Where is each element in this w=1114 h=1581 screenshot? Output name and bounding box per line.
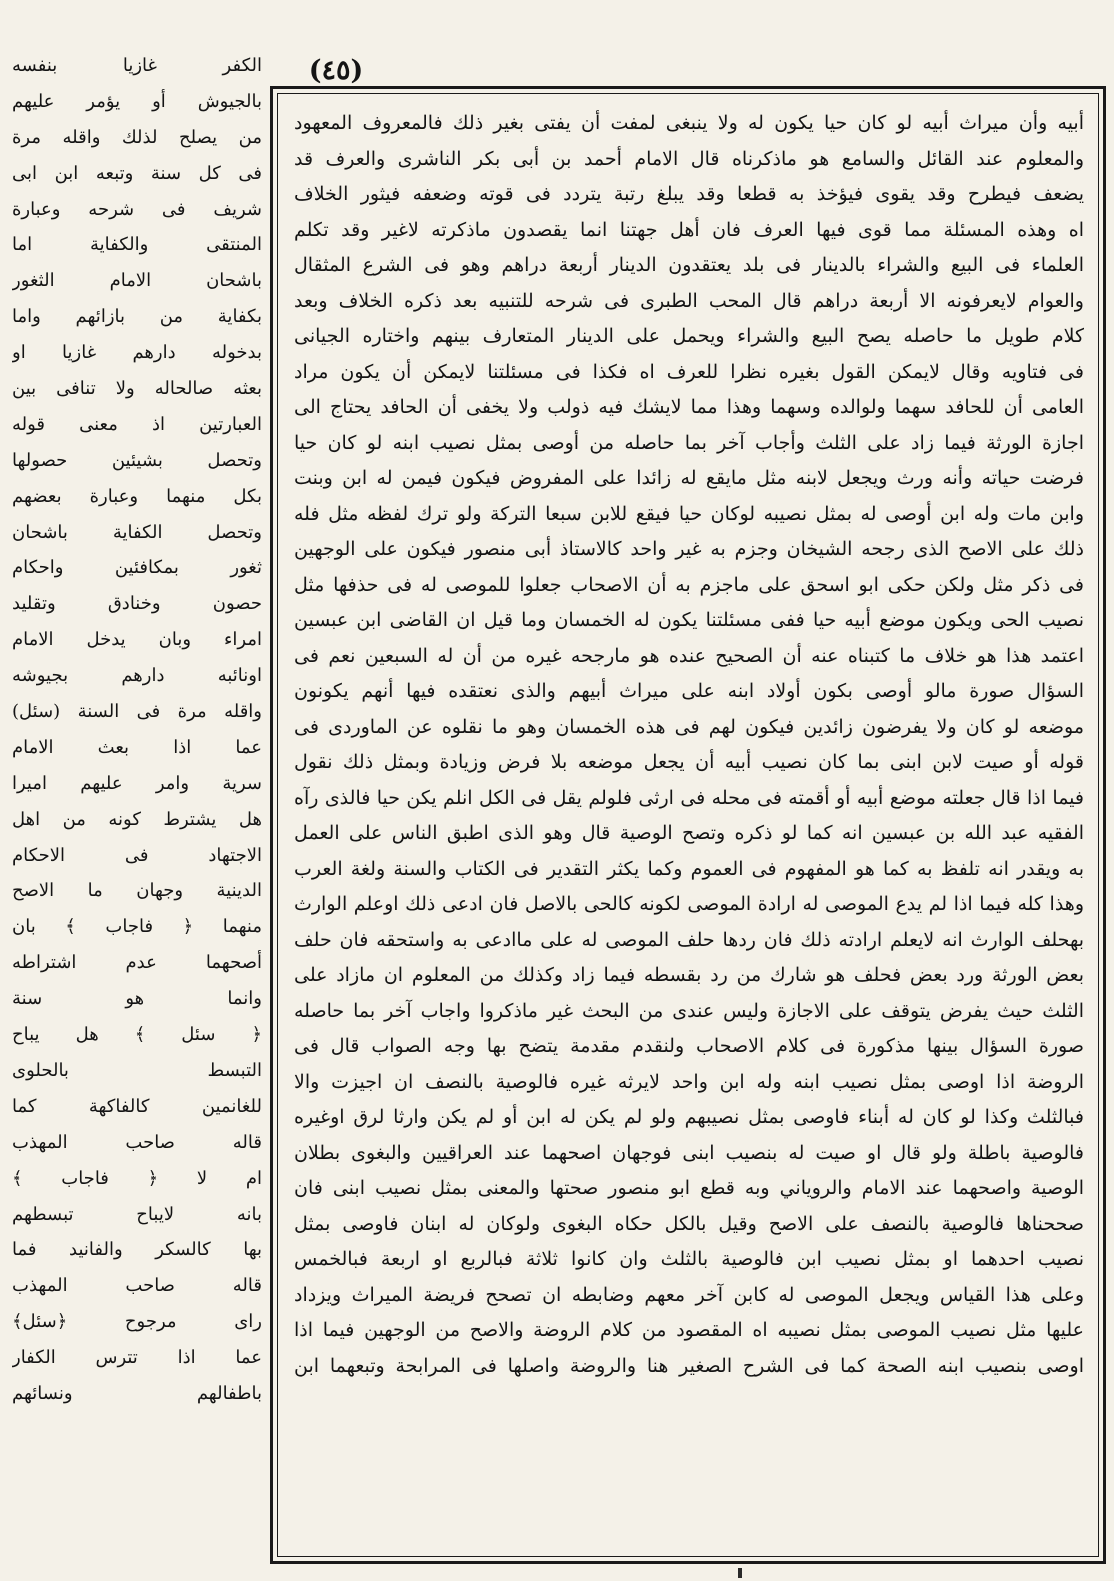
page-mark xyxy=(738,1568,742,1578)
margin-text-line: التبسط بالحلوى xyxy=(12,1059,262,1081)
margin-text-line: قاله صاحب المهذب xyxy=(12,1275,262,1297)
margin-text-line: فى كل سنة وتبعه ابن ابى xyxy=(12,162,262,184)
main-text-line: اجازة الورثة فيما زاد على الثلث وأجاب آخر بما حاصله من أوصى بمثل نصيب ابنه لو كان حيا xyxy=(294,431,1084,454)
margin-text-line: بانه لايباح تبسطهم xyxy=(12,1203,262,1225)
main-text-line: به ويقدر انه تلفظ به كما هو المفهوم فى العموم وكما يكثر التقدير فى الكتاب والسنة ولغة العرب xyxy=(294,857,1084,880)
main-text-line: عليها مثل نصيب الموصى بمثل نصيبه اه المقصود من كلام الروضة والاصح من الوجهين فيما اذا xyxy=(294,1319,1084,1341)
main-text-line: فى فتاويه وقال لايمكن القول بغيره نظرا للعرف اه فكذا فى مسئلتنا لايمكن أن يكون مراد xyxy=(294,360,1084,383)
main-text-line: بهحلف الوارث انه لايعلم ارادته ذلك فان ردها حلف الموصى له على ماادعى به واستحقه فان حلف xyxy=(294,928,1084,951)
margin-text-line: بكل منهما وعبارة بعضهم xyxy=(12,485,262,507)
main-text-line: الروضة اذا اوصى بمثل نصيب ابنه وله ابن واحد لايرثه غيره فالوصية بالنصف ان اجيزت والا xyxy=(294,1070,1084,1093)
main-text-line: الفقيه عبد الله بن عبسين انه كما لو ذكره وتصح الوصية قال وهو الذى اطبق الناس على العمل xyxy=(294,822,1084,844)
main-text-line: اعتمد هذا هو خلاف ما كتبناه عنه أن الصحيح عنده هو مارجحه غيره من أن له السبعين نعم فى xyxy=(294,644,1084,667)
main-text-body xyxy=(294,106,1084,1534)
main-text-line: وابن مات وله ابن أوصى له بمثل نصيبه لوكان حيا فيقع للابن سبعا التركة ولو ترك لفظه مثل فله xyxy=(294,502,1084,525)
main-text-line: والعوام لايعرفونه الا أربعة دراهم قال المحب الطبرى فى شرحه للتنبيه بعد ذكره الخلاف وبعد xyxy=(294,289,1084,312)
margin-text-line: منهما ﴿ فاجاب ﴾ بان xyxy=(12,916,262,938)
margin-text-line: واقله مرة فى السنة (سئل) xyxy=(12,701,262,723)
main-text-line: فرضت حياته وأنه ورث ويجعل لابنه مثل مايقع له زائدا على المفروض فيكون فيمن له ابن وبنت xyxy=(294,467,1084,489)
margin-text-line: ﴿ سئل ﴾ هل يباح xyxy=(12,1024,262,1046)
margin-text-line: بعثه صالحاله ولا تنافى بين xyxy=(12,378,262,400)
main-text-line: يضعف فيطرح وقد يقوى فيؤخذ به قطعا وقد يبلغ رتبة يتردد فى قوته وضعفه فيثور الخلاف xyxy=(294,183,1084,205)
margin-text-line: للغانمين كالفاكهة كما xyxy=(12,1095,262,1117)
margin-text-line: من يصلح لذلك واقله مرة xyxy=(12,126,262,148)
margin-text-line: المنتقى والكفاية اما xyxy=(12,234,262,256)
main-text-line: قوله أو صيت لابن ابنى بما كان نصيب أبيه أن يجعل موضعه بلا فرض وزيادة وبمثل ذلك نقول xyxy=(294,751,1084,773)
main-text-line: نصيب احدهما او بمثل نصيب ابن فالوصية بالثلث وان كانوا ثلاثة فبالربع او اربعة فبالخمس xyxy=(294,1248,1084,1270)
main-text-line: صورة السؤال بينها مذكورة فى كلام الاصحاب ولنقدم مقدمة يتضح بها وجه الصواب قال فى xyxy=(294,1035,1084,1057)
margin-text-line: الكفر غازيا بنفسه xyxy=(12,55,262,76)
main-text-line: وعلى هذا القياس ويجعل الموصى له كابن آخر معهم وضابطه ان تصحح فريضة الميراث ويزداد xyxy=(294,1283,1084,1306)
main-text-line: صححناها فالوصية بالنصف على الاصح وقيل بالكل حكاه البغوى ولوكان له ابنان فاوصى بمثل xyxy=(294,1212,1084,1235)
main-text-line: السؤال صورة مالو أوصى بكون أولاد ابنه على ميراث أبيهم والذى نعتقده فيها أنهم يكونون xyxy=(294,680,1084,702)
main-text-line: موضعه لو كان ولا يفرضون زائدين فيكون لهم فى هذه الخمسان وهو ما نقلوه عن الماوردى فى xyxy=(294,715,1084,738)
main-text-line: فالوصية باطلة ولو قال او صيت له بنصيب ابنى فوجهان اصحهما عند العراقيين والبغوى بطلان xyxy=(294,1141,1084,1164)
margin-text-line: حصون وخنادق وتقليد xyxy=(12,593,262,615)
main-text-line: ذلك على الاصح الذى رجحه الشيخان وجزم به غير واحد كالاستاذ أبى منصور فيكون على الوجهين xyxy=(294,538,1084,560)
main-text-line: نصيب الحى ويكون موضع أبيه حيا ففى مسئلتنا يكون له الخمسان وما قيل ان القاضى ابن عبسين xyxy=(294,609,1084,631)
margin-text-line: عما اذا بعث الامام xyxy=(12,736,262,758)
margin-text-line: بها كالسكر والفانيد فما xyxy=(12,1239,262,1261)
margin-text-line: بكفاية من بازائهم واما xyxy=(12,306,262,328)
inner-frame xyxy=(277,93,1099,1557)
margin-text-line: راى مرجوح ﴿سئل﴾ xyxy=(12,1311,262,1333)
main-text-line: الثلث حيث يفرض يتوقف على الاجازة وليس عندى من البحث غير ماذكروا واجاب آخر بما حاصله xyxy=(294,999,1084,1022)
margin-text-line: بدخوله دارهم غازيا او xyxy=(12,342,262,364)
main-text-line: العلماء فى البيع والشراء بالدينار فى بلد يعتقدون الدينار أربعة دراهم وهو فى الشرع المثقال xyxy=(294,254,1084,276)
main-text-frame xyxy=(270,86,1106,1564)
main-text-line: العامى أن للحافد سهما ولوالده وسهما وهذا مما لايشك فيه ذولب ولا يخفى أن الحافد يحتاج الى xyxy=(294,396,1084,418)
margin-text-line: بالجيوش أو يؤمر عليهم xyxy=(12,90,262,112)
margin-text-line: وتحصل الكفاية باشحان xyxy=(12,521,262,543)
margin-text-line: هل يشترط كونه من اهل xyxy=(12,808,262,830)
margin-text-line: الاجتهاد فى الاحكام xyxy=(12,844,262,866)
main-text-line: أبيه وأن ميراث أبيه لو كان حيا يكون له ولا ينبغى لمفت أن يفتى بغير ذلك فالمعروف المعهود xyxy=(294,112,1084,134)
margin-column xyxy=(12,48,262,1508)
main-text-line: اه وهذه المسئلة مما قوى فيها العرف فان أهل جهتنا انما يقصدون ماذكرته لاغير وقد تكلم xyxy=(294,218,1084,241)
margin-text-line: سرية وامر عليهم اميرا xyxy=(12,772,262,794)
margin-text-line: عما اذا تترس الكفار xyxy=(12,1347,262,1369)
margin-text-line: ام لا ﴿ فاجاب ﴾ xyxy=(12,1167,262,1189)
main-text-line: وهذا كله فيما اذا لم يدع الموصى له ارادة الموصى لكونه كالحى بالاصل فان ادعى ذلك اوعلم الوارث xyxy=(294,893,1084,915)
margin-text-line: ثغور بمكافئين واحكام xyxy=(12,557,262,579)
main-text-line: والمعلوم عند القائل والسامع هو ماذكرناه قال الامام أحمد بن أبى بكر الناشرى والعرف قد xyxy=(294,147,1084,170)
margin-text-line: اونائبه دارهم بجيوشه xyxy=(12,665,262,687)
margin-text-line: باطفالهم ونسائهم xyxy=(12,1382,262,1404)
margin-text-line: شريف فى شرحه وعبارة xyxy=(12,198,262,220)
main-text-line: فيما اذا قال جعلته موضع أبيه أو أقمته فى محله فى ارثى فلولم يقل فى الكل انلم يكن حيا فالذى رآه xyxy=(294,786,1084,809)
margin-text-line: قاله صاحب المهذب xyxy=(12,1131,262,1153)
margin-text-line: أصحهما عدم اشتراطه xyxy=(12,952,262,974)
main-text-line: كلام طويل ما حاصله يصح البيع والشراء ويحمل على الدينار المتعارف بينهم واختاره الجيانى xyxy=(294,325,1084,347)
main-text-line: فبالثلث وكذا لو كان له أبناء فاوصى بمثل نصيبهم ولو لم يكن له ابن أو لم يكن وارثا لرق اوغيره xyxy=(294,1106,1084,1128)
margin-text-line: العبارتين اذ معنى قوله xyxy=(12,413,262,435)
main-text-line: بعض الورثة ورد بعض فحلف هو شارك من رد بقسطه فيما زاد وكذلك من المعلوم ان مازاد على xyxy=(294,964,1084,986)
margin-text-line: امراء وبان يدخل الامام xyxy=(12,629,262,651)
page-number: (٤٥) xyxy=(308,55,364,86)
margin-text-line: باشحان الامام الثغور xyxy=(12,270,262,292)
margin-text-line: وانما هو سنة xyxy=(12,988,262,1010)
margin-text-line: وتحصل بشيئين حصولها xyxy=(12,449,262,471)
main-text-line: الوصية واصحهما عند الامام والروياني وبه قطع ابو منصور صحتها والمعنى بمثل نصيب ابنى فان xyxy=(294,1177,1084,1199)
main-text-line: اوصى بنصيب ابنه الصحة كما فى الشرح الصغير هنا والروضة واصلها فى المرابحة وتبعهما ابن xyxy=(294,1354,1084,1377)
margin-text-line: الدينية وجهان ما الاصح xyxy=(12,880,262,902)
main-text-line: فى ذكر مثل ولكن حكى ابو اسحق على ماجزم به أن الاصحاب جعلوا للموصى له فى حذفها مثل xyxy=(294,573,1084,596)
